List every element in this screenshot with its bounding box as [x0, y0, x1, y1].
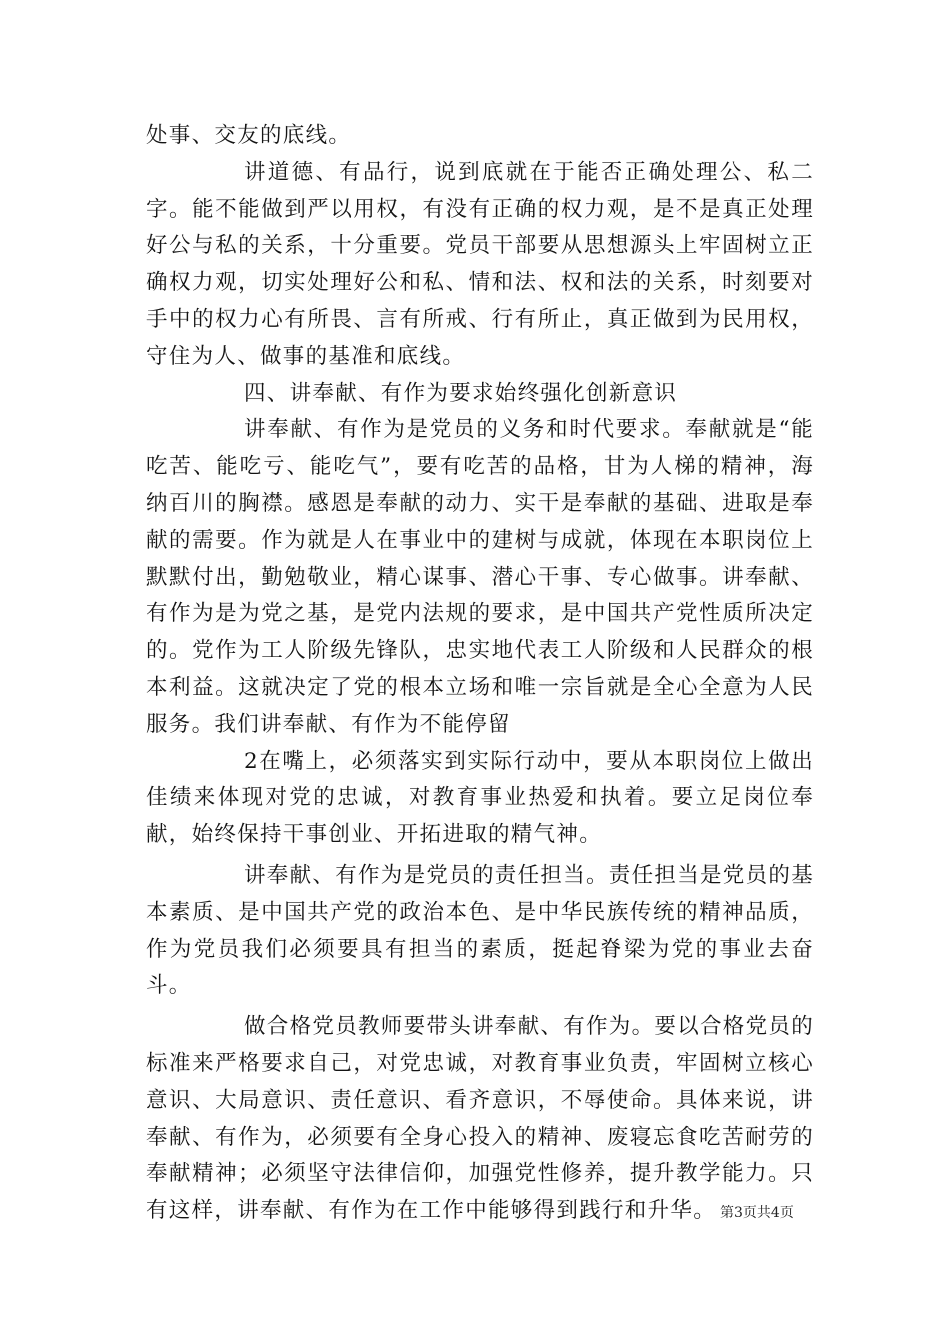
section-heading: 四、讲奉献、有作为要求始终强化创新意识 — [244, 380, 678, 406]
paragraph-2: 讲道德、有品行，说到底就在于能否正确处理公、私二字。能不能做到严以用权，有没有正确的权力观，是不是真正处理好公与私的关系，十分重要。党员干部要从思想源头上牢固树立正确权力观，切实处理好公和私、情和法、权和法的关系，时刻要对手中的权力心有所畏、言有所戒、行有所止，真正做到为民用权，守住为人、做事的基准和底线。 — [146, 159, 814, 369]
document-body — [146, 118, 814, 1230]
page-number-footer: 第3页共4页 — [720, 1205, 794, 1221]
paragraph-1: 处事、交友的底线。 — [146, 123, 352, 148]
paragraph-6: 做合格党员教师要带头讲奉献、有作为。要以合格党员的标准来严格要求自己，对党忠诚，对教育事业负责，牢固树立核心意识、大局意识、责任意识、看齐意识，不辱使命。具体来说，讲奉献、有作为，必须要有全身心投入的精神、废寝忘食吃苦耐劳的奉献精神；必须坚守法律信仰，加强党性修养，提升教学能力。只有这样，讲奉献、有作为在工作中能够得到践行和升华。 — [146, 1014, 815, 1224]
paragraph-5: 讲奉献、有作为是党员的责任担当。责任担当是党员的基本素质、是中国共产党的政治本色、是中华民族传统的精神品质，作为党员我们必须要具有担当的素质，挺起脊梁为党的事业去奋斗。 — [146, 862, 815, 999]
paragraph-3: 讲奉献、有作为是党员的义务和时代要求。奉献就是“能吃苦、能吃亏、能吃气”，要有吃苦的品格，甘为人梯的精神，海纳百川的胸襟。感恩是奉献的动力、实干是奉献的基础、进取是奉献的需要。作为就是人在事业中的建树与成就，体现在本职岗位上默默付出，勤勉敬业，精心谋事、潜心干事、专心做事。讲奉献、有作为是为党之基，是党内法规的要求，是中国共产党性质所决定的。党作为工人阶级先锋队，忠实地代表工人阶级和人民群众的根本利益。这就决定了党的根本立场和唯一宗旨就是全心全意为人民服务。我们讲奉献、有作为不能停留 — [146, 417, 814, 737]
paragraph-4: 2在嘴上，必须落实到实际行动中，要从本职岗位上做出佳绩来体现对党的忠诚，对教育事业热爱和执着。要立足岗位奉献，始终保持干事创业、开拓进取的精气神。 — [146, 748, 814, 848]
